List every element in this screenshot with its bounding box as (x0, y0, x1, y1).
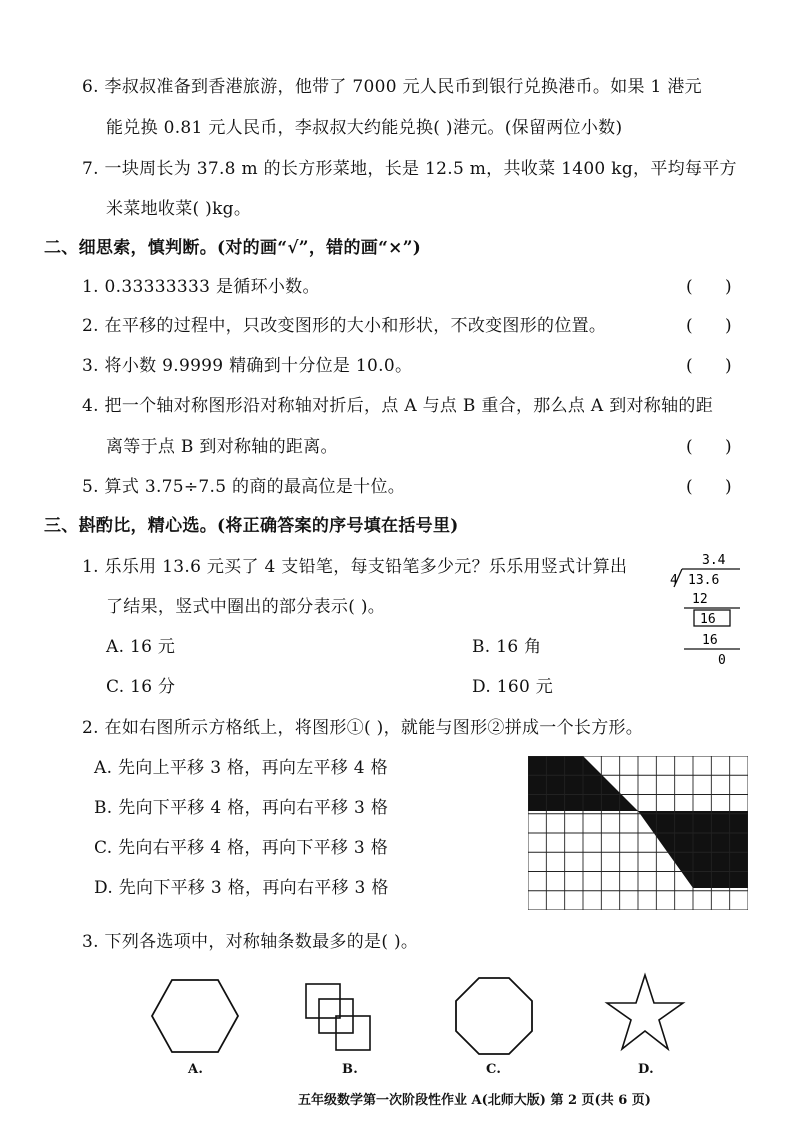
judge-item-4-line-2: 离等于点 B 到对称轴的距离。 (106, 437, 338, 457)
choice-q1-option-c[interactable]: C. 16 分 (106, 677, 176, 697)
choice-q2-option-b[interactable]: B. 先向下平移 4 格，再向右平移 3 格 (94, 798, 389, 818)
answer-paren-5[interactable]: ( ) (686, 477, 732, 497)
q6-line-2: 能兑换 0.81 元人民币，李叔叔大约能兑换( )港元。(保留两位小数) (106, 118, 623, 138)
answer-paren-3[interactable]: ( ) (686, 356, 732, 376)
answer-paren-1[interactable]: ( ) (686, 277, 732, 297)
shape-label-b: B. (342, 1062, 359, 1077)
answer-paren-4[interactable]: ( ) (686, 437, 732, 457)
choice-q2-option-a[interactable]: A. 先向上平移 3 格，再向左平移 4 格 (94, 758, 388, 778)
judge-item-4: 4. 把一个轴对称图形沿对称轴对折后，点 A 与点 B 重合，那么点 A 到对称轴的距 (82, 396, 713, 416)
choice-q2-stem: 2. 在如右图所示方格纸上，将图形①( )，就能与图形②拼成一个长方形。 (82, 718, 644, 738)
q6-line-1: 6. 李叔叔准备到香港旅游，他带了 7000 元人民币到银行兑换港币。如果 1 港元 (82, 77, 702, 97)
grid-paper-figure (528, 756, 748, 910)
division-step-2: 16 (702, 633, 718, 648)
section-3-title: 三、斟酌比，精心选。(将正确答案的序号填在括号里) (44, 516, 459, 536)
choice-q1-line-1: 1. 乐乐用 13.6 元买了 4 支铅笔，每支铅笔多少元？乐乐用竖式计算出 (82, 557, 628, 577)
shape-label-c: C. (486, 1062, 502, 1077)
division-boxed-value: 16 (700, 612, 716, 627)
choice-q1-option-a[interactable]: A. 16 元 (106, 637, 176, 657)
choice-q1-option-b[interactable]: B. 16 角 (472, 637, 542, 657)
shape-label-a: A. (188, 1062, 204, 1077)
division-dividend: 13.6 (688, 573, 720, 588)
judge-item-5: 5. 算式 3.75÷7.5 的商的最高位是十位。 (82, 477, 406, 497)
choice-q2-option-d[interactable]: D. 先向下平移 3 格，再向右平移 3 格 (94, 878, 389, 898)
overlapping-squares-icon[interactable] (302, 980, 378, 1056)
hexagon-icon[interactable] (150, 978, 240, 1054)
q7-line-2: 米菜地收菜( )kg。 (106, 199, 252, 219)
choice-q3-stem: 3. 下列各选项中，对称轴条数最多的是( )。 (82, 932, 419, 952)
division-divisor: 4 (670, 573, 678, 588)
answer-paren-2[interactable]: ( ) (686, 316, 732, 336)
judge-item-1: 1. 0.33333333 是循环小数。 (82, 277, 320, 297)
octagon-icon[interactable] (454, 976, 534, 1056)
page-footer: 五年级数学第一次阶段性作业 A(北师大版) 第 2 页(共 6 页) (298, 1093, 651, 1108)
section-2-title: 二、细思索，慎判断。(对的画“√”，错的画“×”) (44, 238, 422, 258)
long-division-figure (668, 548, 748, 668)
star-icon[interactable] (604, 972, 686, 1054)
judge-item-2: 2. 在平移的过程中，只改变图形的大小和形状，不改变图形的位置。 (82, 316, 607, 336)
division-quotient: 3.4 (702, 553, 726, 568)
division-remainder: 0 (718, 653, 726, 668)
q7-line-1: 7. 一块周长为 37.8 m 的长方形菜地，长是 12.5 m，共收菜 1400 kg，平均每平方 (82, 159, 737, 179)
judge-item-3: 3. 将小数 9.9999 精确到十分位是 10.0。 (82, 356, 413, 376)
choice-q1-option-d[interactable]: D. 160 元 (472, 677, 554, 697)
division-step-1: 12 (692, 592, 708, 607)
shape-label-d: D. (638, 1062, 654, 1077)
choice-q2-option-c[interactable]: C. 先向右平移 4 格，再向下平移 3 格 (94, 838, 389, 858)
choice-q1-line-2: 了结果，竖式中圈出的部分表示( )。 (106, 597, 386, 617)
